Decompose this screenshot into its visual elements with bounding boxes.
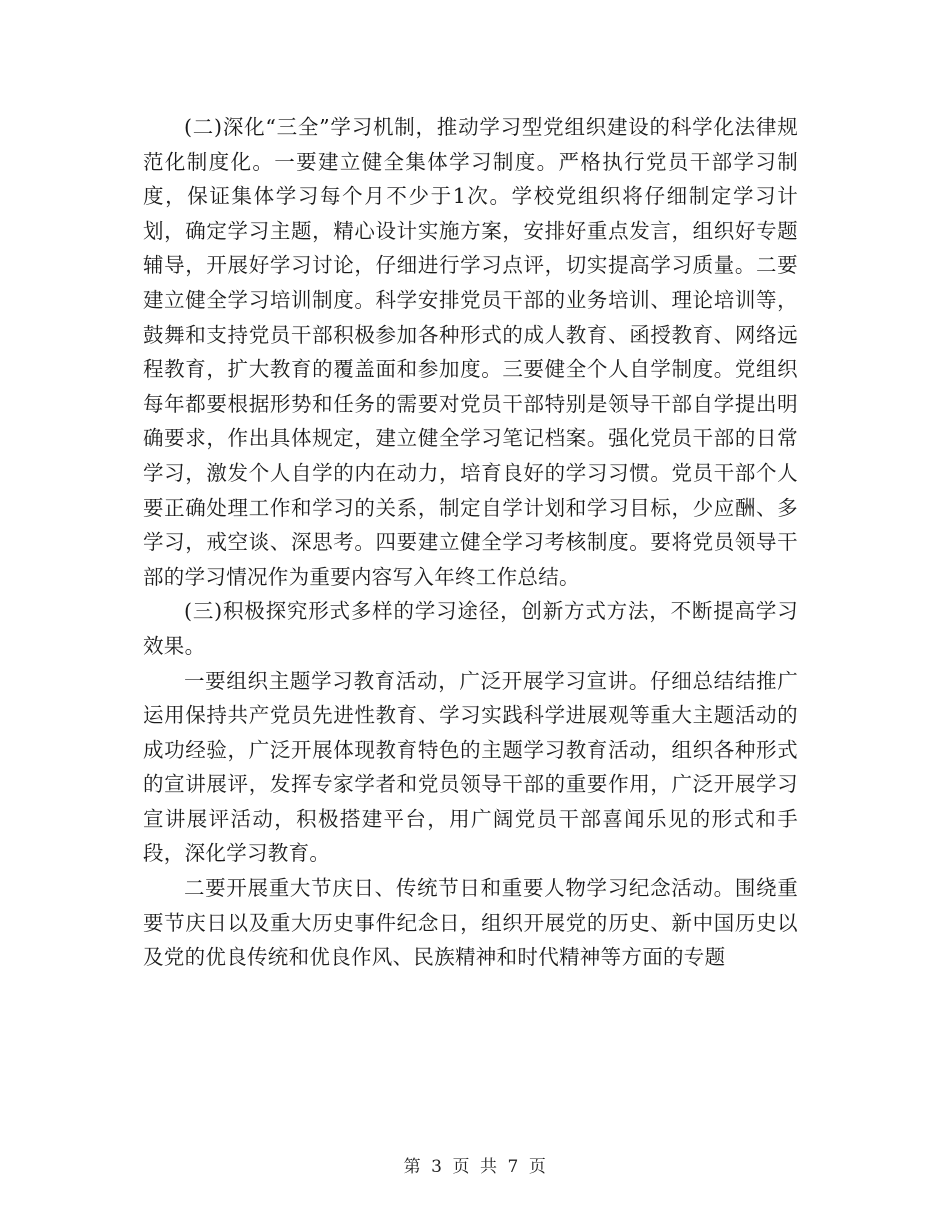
- paragraph: 二要开展重大节庆日、传统节日和重要人物学习纪念活动。围绕重要节庆日以及重大历史事件纪念日，组织开展党的历史、新中国历史以及党的优良传统和优良作风、民族精神和时代精神等方面的专题: [143, 876, 798, 970]
- paragraph: (三)积极探究形式多样的学习途径，创新方式方法，不断提高学习效果。: [143, 599, 798, 658]
- footer-ye: 页: [452, 1157, 470, 1177]
- footer-gong: 共: [480, 1157, 498, 1177]
- footer-total-pages: 7: [507, 1157, 519, 1177]
- footer-current-page: 3: [431, 1157, 443, 1177]
- page-number-footer: [0, 1152, 950, 1177]
- paragraph: 一要组织主题学习教育活动，广泛开展学习宣讲。仔细总结结推广运用保持共产党员先进性教育、学习实践科学进展观等重大主题活动的成功经验，广泛开展体现教育特色的主题学习教育活动，组织各种形式的宣讲展评，发挥专家学者和党员领导干部的重要作用，广泛开展学习宣讲展评活动，积极搭建平台，用广阔党员干部喜闻乐见的形式和手段，深化学习教育。: [143, 668, 798, 866]
- footer-di: 第: [403, 1157, 422, 1177]
- paragraph: (二)深化“三全”学习机制，推动学习型党组织建设的科学化法律规范化制度化。一要建立健全集体学习制度。严格执行党员干部学习制度，保证集体学习每个月不少于1次。学校党组织将仔细制定学习计划，确定学习主题，精心设计实施方案，安排好重点发言，组织好专题辅导，开展好学习讨论，仔细进行学习点评，切实提高学习质量。二要建立健全学习培训制度。科学安排党员干部的业务培训、理论培训等，鼓舞和支持党员干部积极参加各种形式的成人教育、函授教育、网络远程教育，扩大教育的覆盖面和参加度。三要健全个人自学制度。党组织每年都要根据形势和任务的需要对党员干部特别是领导干部自学提出明确要求，作出具体规定，建立健全学习笔记档案。强化党员干部的日常学习，激发个人自学的内在动力，培育良好的学习习惯。党员干部个人要正确处理工作和学习的关系，制定自学计划和学习目标，少应酬、多学习，戒空谈、深思考。四要建立健全学习考核制度。要将党员领导干部的学习情况作为重要内容写入年终工作总结。: [143, 115, 798, 589]
- footer-ye2: 页: [528, 1157, 547, 1177]
- document-body: [143, 110, 798, 975]
